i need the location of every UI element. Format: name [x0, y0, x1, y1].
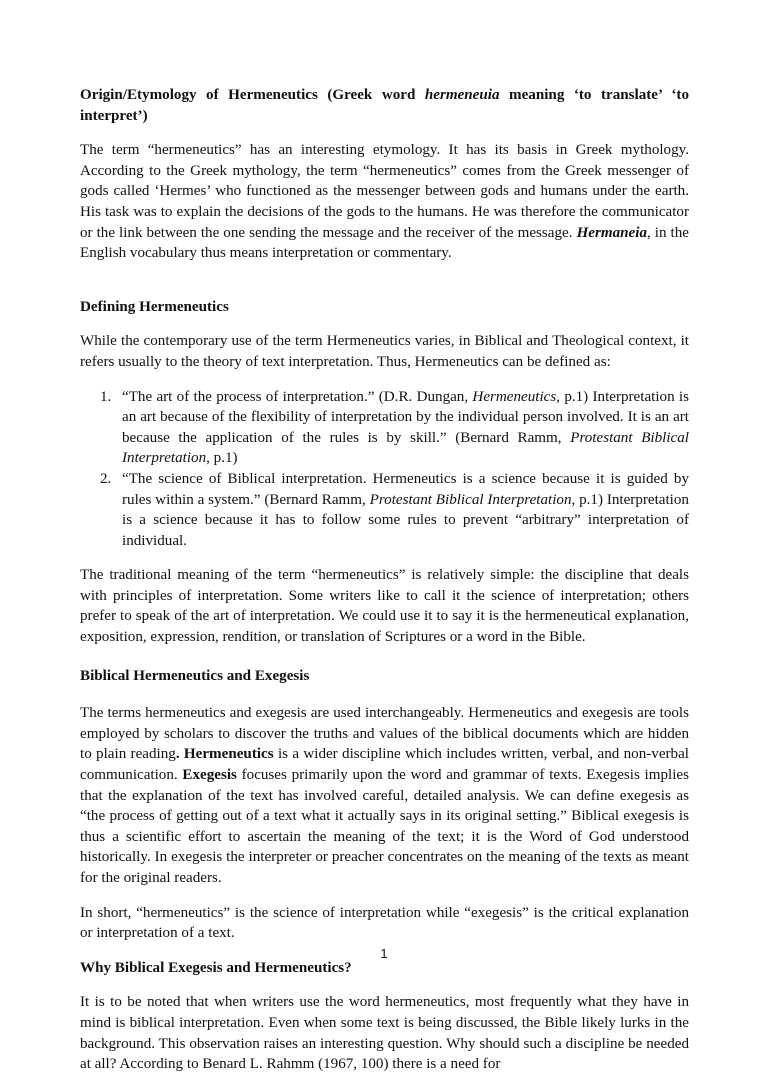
paragraph-text: focuses primarily upon the word and grammar of texts. Exegesis implies that the explanation of the text has involved careful, detailed analysis. We can define exegesis as “the process of getting out of a text what it actually says in its original setting.” Biblical exegesis is thus a scientific effort to ascertain the meaning of the text; it is the Word of God understood historically. In exegesis the interpreter or preacher concentrates on the meaning of the texts as meant for the original readers.: [80, 767, 689, 886]
paragraph-in-short: In short, “hermeneutics” is the science of interpretation while “exegesis” is the critical explanation or interpretation of a text.: [80, 904, 689, 942]
heading-biblical-hermeneutics: Biblical Hermeneutics and Exegesis: [80, 667, 310, 684]
list-number: 1.: [100, 388, 112, 405]
item-italic: Protestant Biblical Interpretation: [122, 429, 689, 467]
list-number: 2.: [100, 470, 112, 487]
heading-defining: Defining Hermeneutics: [80, 298, 229, 315]
paragraph-exegesis: [80, 703, 689, 888]
paragraph-text: The term “hermeneutics” has an interesting etymology. It has its basis in Greek mythology. According to the Greek mythology, the term “hermeneutics” comes from the Greek messenger of gods called ‘Hermes’ who functioned as the messenger between gods and humans under the earth. His task was to explain the decisions of the gods to the humans. He was therefore the communicator or the link between the one sending the message and the receiver of the message.: [80, 142, 689, 241]
list-item: [80, 469, 689, 551]
paragraph-text: The terms hermeneutics and exegesis are used interchangeably. Hermeneutics and exegesis are tools employed by scholars to discover the truths and values of the biblical documents which are hidden to plain reading: [80, 705, 689, 763]
item-italic: Hermeneutics: [472, 388, 557, 405]
item-italic: Protestant Biblical Interpretation: [369, 491, 572, 508]
item-text: , p.1) Interpretation is an art because of the flexibility of interpretation by the individual person involved. It is an art because the application of the rules is by skill.” (Bernard Ramm,: [122, 388, 689, 446]
paragraph-traditional-meaning: The traditional meaning of the term “hermeneutics” is relatively simple: the discipline that deals with principles of interpretation. Some writers like to call it the science of interpretation; others prefer to speak of the art of interpretation. We could use it to say it is the hermeneutical explanation, exposition, expression, rendition, or translation of Scriptures or a word in the Bible.: [80, 567, 689, 646]
paragraph-etymology: [80, 140, 689, 264]
heading-text: meaning ‘to translate’ ‘to interpret’): [80, 87, 689, 124]
item-text: “The art of the process of interpretation.” (D.R. Dungan,: [122, 388, 473, 405]
term-hermaneia: Hermaneia: [576, 224, 647, 241]
term-exegesis: Exegesis: [182, 767, 237, 784]
paragraph-text: is a wider discipline which includes written, verbal, and non-verbal communication.: [80, 746, 689, 784]
list-item: [80, 387, 689, 469]
document-page: [80, 85, 689, 1075]
item-text: “The science of Biblical interpretation. Hermeneutics is a science because it is guided by rules within a system.” (Bernard Ramm,: [122, 470, 689, 508]
heading-why: Why Biblical Exegesis and Hermeneutics?: [80, 959, 352, 976]
item-text: , p.1): [206, 450, 238, 467]
definition-list: [80, 387, 689, 552]
paragraph-text: , in the English vocabulary thus means interpretation or commentary.: [80, 224, 689, 262]
heading-text: Origin/Etymology of Hermeneutics (Greek word: [80, 87, 425, 103]
paragraph-defining: While the contemporary use of the term Hermeneutics varies, in Biblical and Theological context, it refers usually to the theory of text interpretation. Thus, Hermeneutics can be defined as:: [80, 333, 689, 370]
term-hermeneutics: . Hermeneutics: [175, 746, 274, 763]
page-number: 1: [380, 946, 388, 961]
item-text: , p.1) Interpretation is a science because it has to follow some rules to prevent “arbitrary” interpretation of individual.: [122, 491, 689, 549]
heading-origin: [80, 85, 689, 126]
heading-italic-term: hermeneuia: [424, 87, 500, 103]
paragraph-why: It is to be noted that when writers use the word hermeneutics, most frequently what they have in mind is biblical interpretation. Even when some text is being discussed, the Bible likely lurks in the background. This observation raises an interesting question. Why should such a discipline be needed at all? According to Benard L. Rahmm (1967, 100) there is a need for: [80, 994, 689, 1073]
